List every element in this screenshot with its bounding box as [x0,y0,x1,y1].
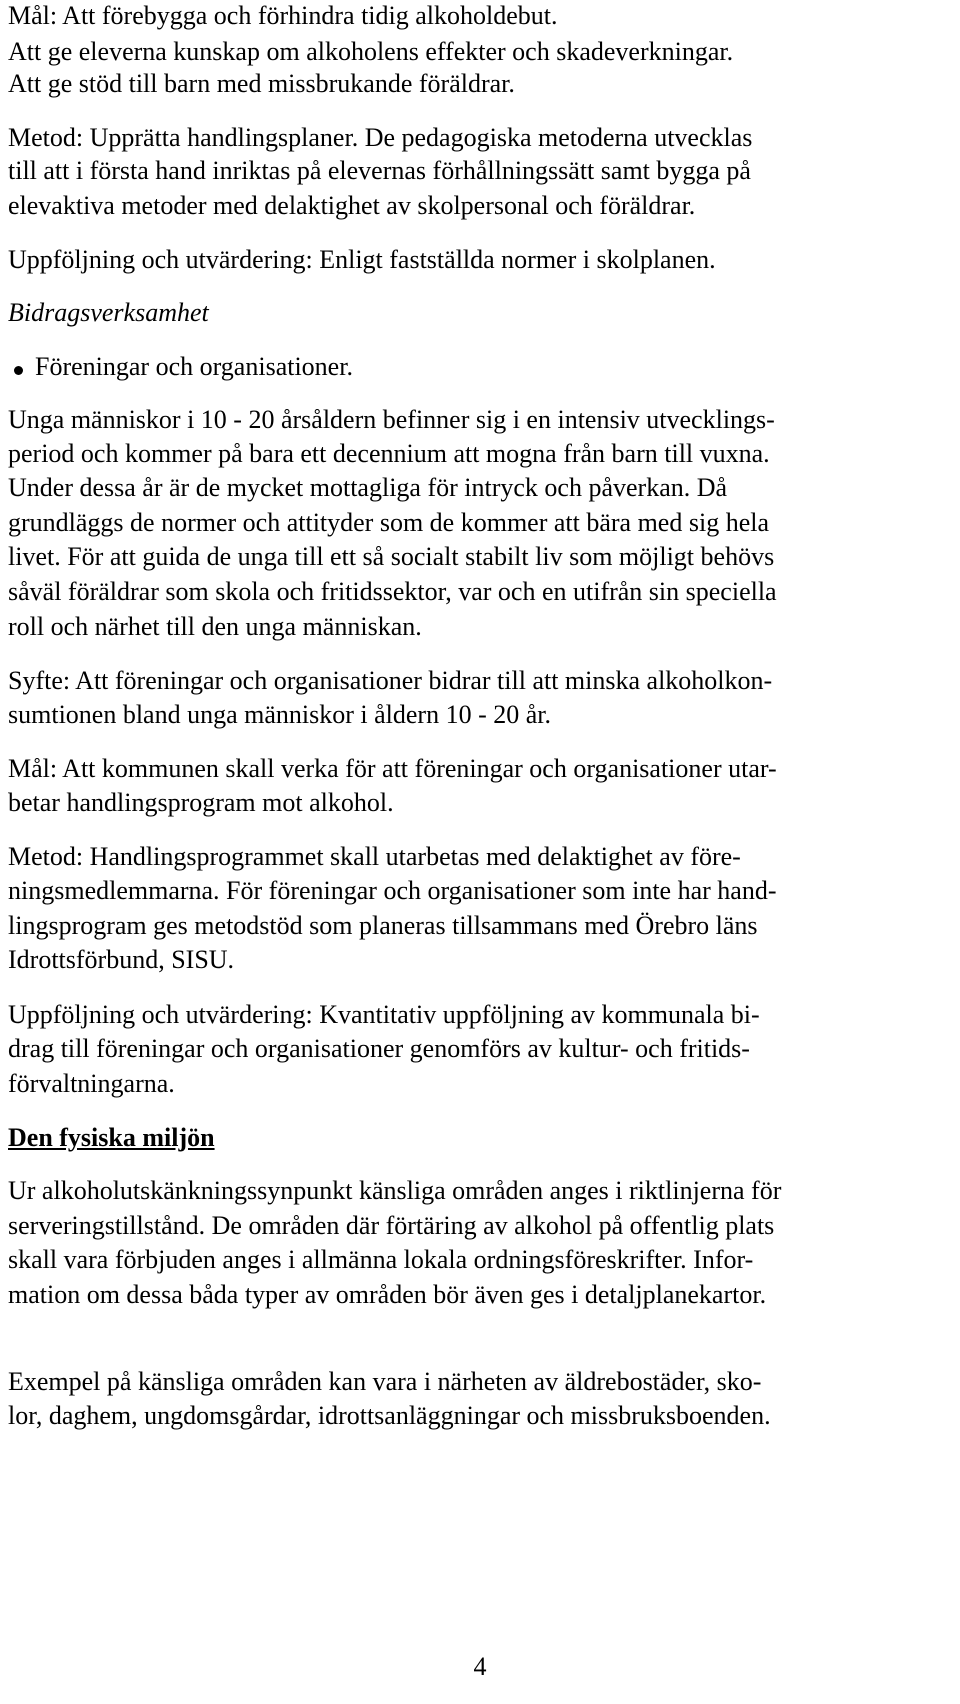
text-line: grundläggs de normer och attityder som de kommer att bära med sig hela [8,508,769,537]
text-line: Uppföljning och utvärdering: Enligt fastställda normer i skolplanen. [8,245,716,274]
text-line: Mål: Att kommunen skall verka för att föreningar och organisationer utar- [8,754,777,783]
section-heading: Bidragsverksamhet [8,298,209,327]
text-line: Uppföljning och utvärdering: Kvantitativ uppföljning av kommunala bi- [8,1000,760,1029]
text-line: lor, daghem, ungdomsgårdar, idrottsanläggningar och missbruksboenden. [8,1401,771,1430]
text-line: Att ge stöd till barn med missbrukande föräldrar. [8,69,515,98]
text-line: roll och närhet till den unga människan. [8,612,422,641]
text-line: lingsprogram ges metodstöd som planeras tillsammans med Örebro läns [8,911,758,940]
text-line: såväl föräldrar som skola och fritidssektor, var och en utifrån sin speciella [8,577,777,606]
text-line: till att i första hand inriktas på elevernas förhållningssätt samt bygga på [8,156,751,185]
text-line: Syfte: Att föreningar och organisationer bidrar till att minska alkoholkon- [8,666,773,695]
text-line: sumtionen bland unga människor i åldern 10 - 20 år. [8,700,552,729]
text-line: ningsmedlemmarna. För föreningar och organisationer som inte har hand- [8,876,777,905]
text-line: elevaktiva metoder med delaktighet av skolpersonal och föräldrar. [8,191,696,220]
text-line: förvaltningarna. [8,1069,175,1098]
page-number: 4 [473,1652,487,1681]
text-line: Idrottsförbund, SISU. [8,945,235,974]
bullet-icon [14,366,23,375]
text-line: livet. För att guida de unga till ett så socialt stabilt liv som möjligt behövs [8,542,775,571]
text-line: Ur alkoholutskänkningssynpunkt känsliga områden anges i riktlinjerna för [8,1176,782,1205]
text-line: mation om dessa båda typer av områden bör även ges i detaljplanekartor. [8,1280,767,1309]
text-line: drag till föreningar och organisationer genomförs av kultur- och fritids- [8,1034,750,1063]
text-line: serveringstillstånd. De områden där förtäring av alkohol på offentlig plats [8,1211,775,1240]
section-heading: Den fysiska miljön [8,1123,215,1152]
text-line: Under dessa år är de mycket mottagliga för intryck och påverkan. Då [8,473,728,502]
text-line: skall vara förbjuden anges i allmänna lokala ordningsföreskrifter. Infor- [8,1245,754,1274]
text-line: Metod: Upprätta handlingsplaner. De pedagogiska metoderna utvecklas [8,123,753,152]
bullet-item: Föreningar och organisationer. [35,352,353,381]
text-line: Metod: Handlingsprogrammet skall utarbetas med delaktighet av före- [8,842,741,871]
text-line: Att ge eleverna kunskap om alkoholens effekter och skadeverkningar. [8,37,734,66]
text-line: betar handlingsprogram mot alkohol. [8,788,394,817]
text-line: period och kommer på bara ett decennium att mogna från barn till vuxna. [8,439,770,468]
text-line: Exempel på känsliga områden kan vara i närheten av äldrebostäder, sko- [8,1367,762,1396]
text-line: Mål: Att förebygga och förhindra tidig alkoholdebut. [8,1,558,30]
text-line: Unga människor i 10 - 20 årsåldern befinner sig i en intensiv utvecklings- [8,405,775,434]
